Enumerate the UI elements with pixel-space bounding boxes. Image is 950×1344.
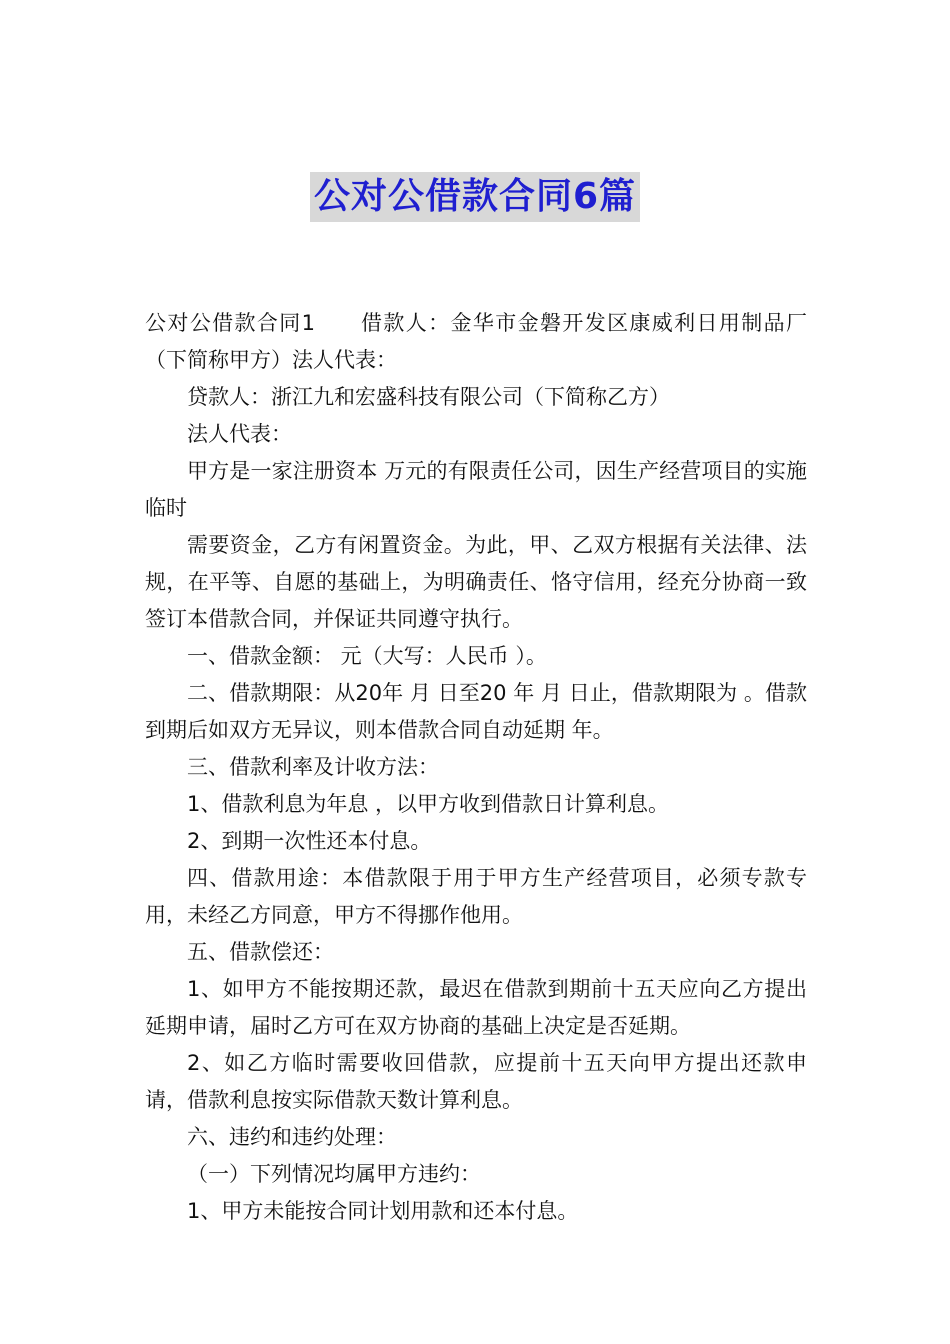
- clause-breach-heading: 六、违约和违约处理：: [187, 1125, 397, 1149]
- document-body: [145, 305, 807, 1230]
- clause-interest-2: 2、到期一次性还本付息。: [187, 829, 432, 853]
- paragraph-party-a-desc: 甲方是一家注册资本 万元的有限责任公司，因生产经营项目的实施临时: [145, 459, 807, 520]
- clause-interest-heading: 三、借款利率及计收方法：: [187, 755, 439, 779]
- clause-term: 二、借款期限：从20年 月 日至20 年 月 日止，借款期限为 。借款到期后如双方无异议，则本借款合同自动延期 年。: [145, 681, 807, 742]
- clause-purpose: 四、借款用途：本借款限于用于甲方生产经营项目，必须专款专用，未经乙方同意，甲方不得挪作他用。: [145, 866, 807, 927]
- clause-amount: 一、借款金额： 元（大写：人民币 ）。: [187, 644, 547, 668]
- paragraph-intro: 公对公借款合同1 借款人：金华市金磐开发区康威利日用制品厂（下简称甲方）法人代表：: [145, 311, 807, 372]
- clause-repayment-2: 2、如乙方临时需要收回借款，应提前十五天向甲方提出还款申请，借款利息按实际借款天数计算利息。: [145, 1051, 807, 1112]
- clause-repayment-1: 1、如甲方不能按期还款，最迟在借款到期前十五天应向乙方提出延期申请，届时乙方可在双方协商的基础上决定是否延期。: [145, 977, 807, 1038]
- paragraph-lender: 贷款人：浙江九和宏盛科技有限公司（下简称乙方）: [187, 385, 670, 409]
- paragraph-funding: 需要资金，乙方有闲置资金。为此，甲、乙双方根据有关法律、法规，在平等、自愿的基础上，为明确责任、恪守信用，经充分协商一致签订本借款合同，并保证共同遵守执行。: [145, 533, 807, 631]
- clause-interest-1: 1、借款利息为年息 ，以甲方收到借款日计算利息。: [187, 792, 670, 816]
- document-title: 公对公借款合同6篇: [310, 172, 640, 222]
- title-container: [0, 172, 950, 222]
- paragraph-legal-rep: 法人代表：: [187, 422, 292, 446]
- clause-breach-1: 1、甲方未能按合同计划用款和还本付息。: [187, 1199, 579, 1223]
- clause-breach-sub-heading: （一）下列情况均属甲方违约：: [187, 1162, 481, 1186]
- clause-repayment-heading: 五、借款偿还：: [187, 940, 334, 964]
